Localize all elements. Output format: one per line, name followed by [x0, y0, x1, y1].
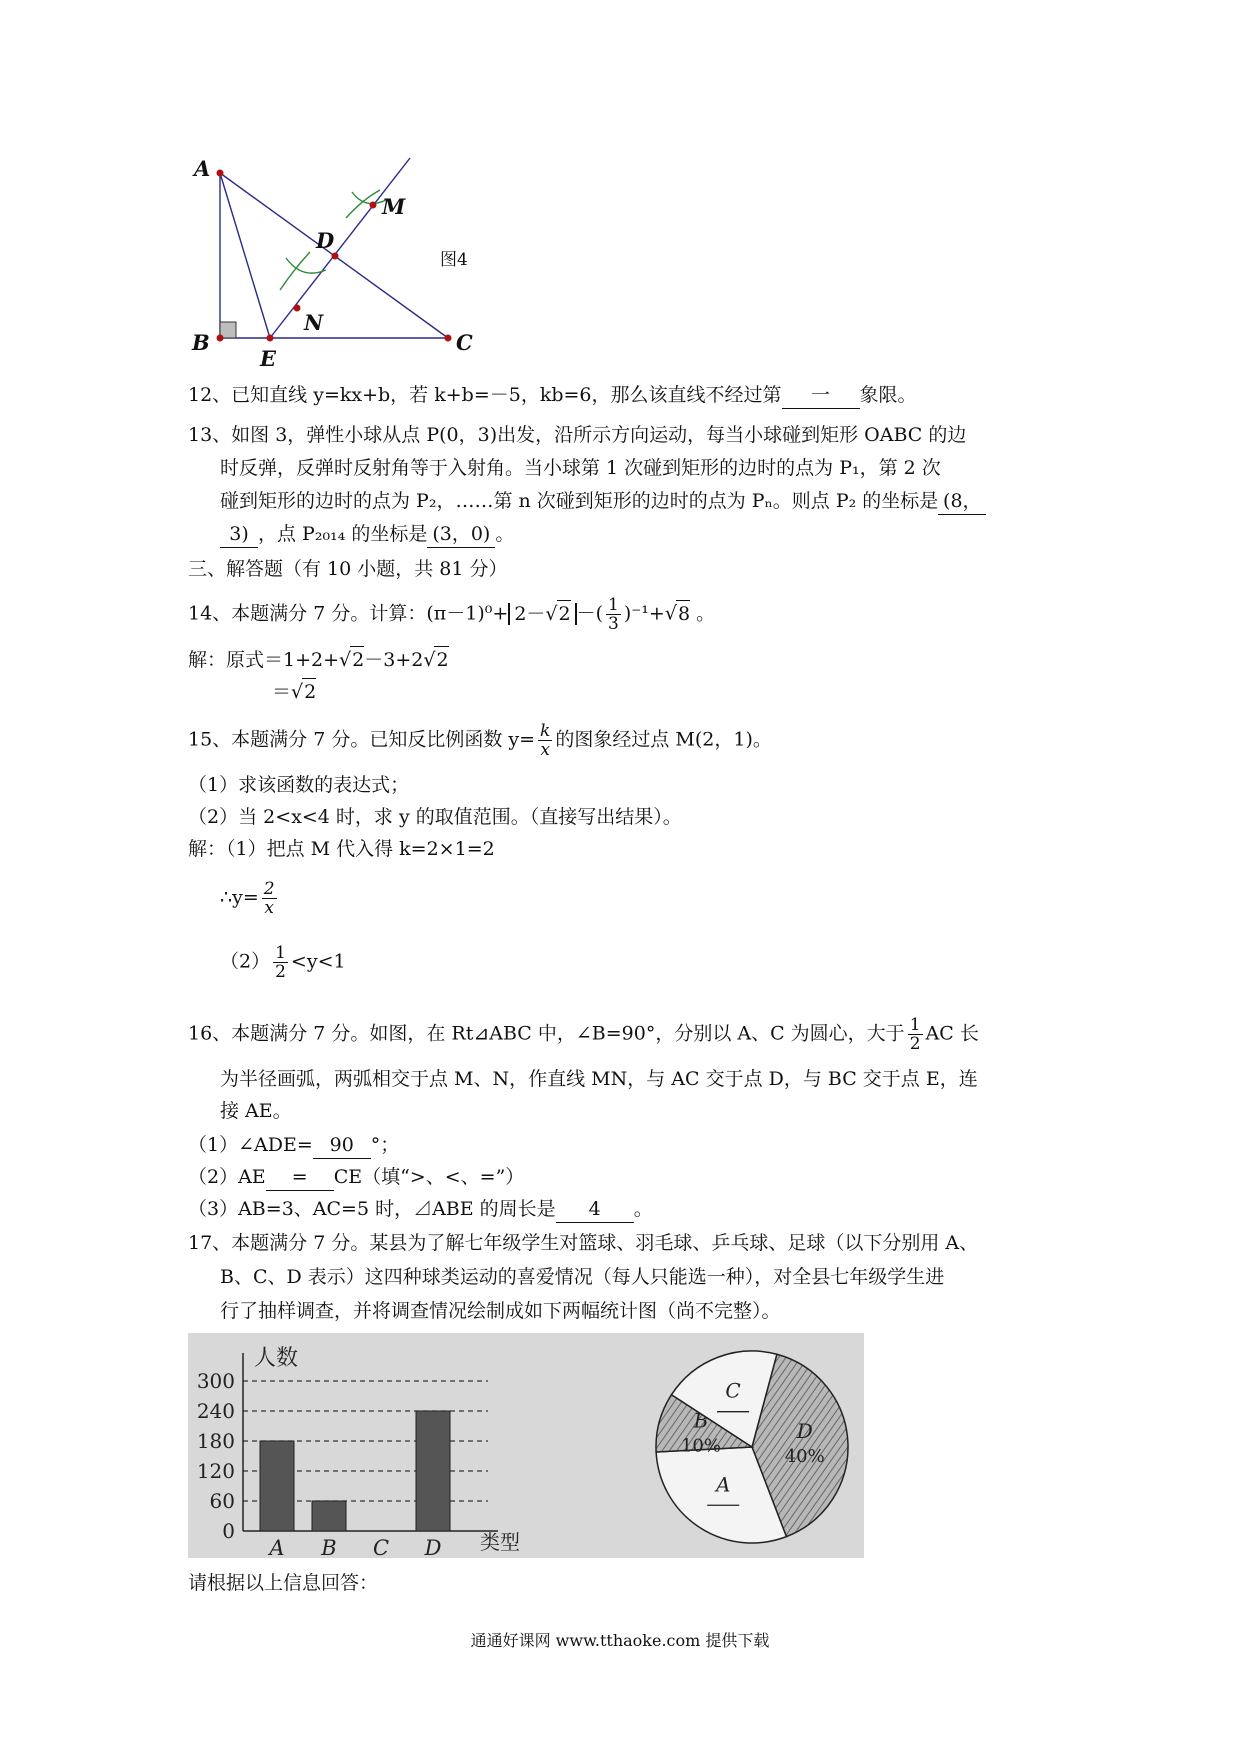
- q14-sol1-sqrt2: 2: [434, 646, 448, 673]
- bar-y-axis-label: 人数: [254, 1346, 299, 1371]
- q13-answer1a: (8，: [938, 488, 986, 515]
- pie-chart: [640, 1335, 864, 1555]
- q16-part3: [188, 1196, 653, 1223]
- q15-frac-num: k: [540, 721, 551, 741]
- q13-line4-tail: 。: [495, 523, 515, 545]
- pie-label-b: B: [693, 1408, 709, 1433]
- label-d: D: [316, 228, 335, 253]
- q13-answer2: (3，0): [427, 521, 495, 548]
- q16-p1-answer: 90: [313, 1132, 371, 1159]
- label-b: B: [192, 330, 210, 355]
- q15-text-a: 15、本题满分 7 分。已知反比例函数 y=: [188, 728, 536, 751]
- bar-chart: [188, 1333, 528, 1558]
- q13-line2: 时反弹，反弹时反射角等于入射角。当小球第 1 次碰到矩形的边时的点为 P₁，第 2 次: [220, 457, 941, 479]
- q16-fraction: [908, 1016, 923, 1053]
- q15-part2: （2）当 2<x<4 时，求 y 的取值范围。（直接写出结果）。: [188, 806, 682, 828]
- figure-caption: 图4: [440, 250, 468, 270]
- segment-ae: [220, 173, 270, 338]
- q16-line3: 接 AE。: [220, 1100, 292, 1122]
- label-a: A: [194, 156, 211, 181]
- q12-text: 12、已知直线 y=kx+b，若 k+b=－5，kb=6，那么该直线不经过第: [188, 384, 782, 406]
- q15-frac-den: x: [540, 740, 550, 760]
- q15-sol2-den: x: [264, 898, 274, 918]
- q14-sol1-sqrt: 2: [350, 646, 364, 673]
- q13-line1: 13、如图 3，弹性小球从点 P(0，3)出发，沿所示方向运动，每当小球碰到矩形 OABC 的边: [188, 424, 967, 446]
- q17-line1: 17、本题满分 7 分。某县为了解七年级学生对篮球、羽毛球、乒乓球、足球（以下分别用 A、: [188, 1232, 979, 1254]
- q15-part1: （1）求该函数的表达式；: [188, 774, 410, 796]
- q15-solution-3: [220, 944, 346, 981]
- q14-sol1-c: －3+2: [364, 649, 424, 671]
- q16-p2-answer: =: [266, 1164, 334, 1191]
- q12-answer: 一: [782, 382, 860, 409]
- q13-line3: [220, 488, 986, 515]
- q15-sol2-fraction: [262, 880, 277, 917]
- q14-solution-2: ＝√2: [272, 678, 316, 705]
- q14-sol2-sqrt: 2: [302, 678, 316, 705]
- q14-sol2-a: ＝: [272, 681, 292, 703]
- pie-label-a: A: [716, 1472, 731, 1497]
- label-n: N: [304, 310, 324, 335]
- arc-n-1: [280, 252, 310, 290]
- y-tick-label: 300: [196, 1369, 235, 1393]
- label-c: C: [456, 330, 473, 355]
- q16-p1-b: °；: [370, 1134, 400, 1156]
- pie-pct-b: 10%: [680, 1435, 722, 1457]
- q17-closing: 请根据以上信息回答：: [188, 1572, 379, 1594]
- q15-sol2-a: ∴y=: [220, 886, 259, 909]
- q14-expr-e: )⁻¹+: [623, 602, 665, 625]
- q16-line2: 为半径画弧，两弧相交于点 M、N，作直线 MN，与 AC 交于点 D，与 BC 交于点 E，连: [220, 1068, 978, 1090]
- q14-expr-b: 2－: [514, 602, 546, 625]
- section-3-heading: 三、解答题（有 10 小题，共 81 分）: [188, 558, 508, 580]
- arc-n-2: [286, 258, 326, 273]
- q14-expr-a: (π－1)⁰+: [426, 602, 509, 625]
- q14-frac-num: 1: [608, 595, 619, 615]
- x-tick-label: D: [424, 1536, 442, 1558]
- q13-line4-mid: ，点 P₂₀₁₄ 的坐标是: [258, 523, 428, 545]
- q16-p1-a: （1）∠ADE=: [188, 1134, 313, 1156]
- q15-sol3-den: 2: [275, 962, 286, 982]
- bar-x-axis-label: 类型: [480, 1530, 520, 1554]
- y-tick-label: 120: [196, 1459, 235, 1483]
- q14-expr-d: －(: [576, 602, 604, 625]
- q12-tail: 象限。: [859, 384, 917, 406]
- q15-sol3-num: 1: [275, 943, 286, 963]
- bar-a: [260, 1441, 294, 1531]
- q13-line4: [220, 521, 514, 548]
- q14-fraction: [606, 596, 621, 633]
- y-tick-label: 0: [222, 1519, 235, 1543]
- pie-label-d: D: [796, 1419, 813, 1444]
- pie-label-c: C: [725, 1378, 741, 1403]
- q14-text: 14、本题满分 7 分。计算：: [188, 602, 427, 625]
- point-n: [294, 305, 301, 312]
- q17-line3: 行了抽样调查，并将调查情况绘制成如下两幅统计图（尚不完整）。: [220, 1300, 781, 1322]
- question-12: [188, 382, 917, 409]
- q15-sol3-b: <y<1: [290, 950, 346, 973]
- q16-frac-num: 1: [909, 1015, 921, 1035]
- q16-frac-den: 2: [909, 1034, 921, 1054]
- q17-line2: B、C、D 表示）这四种球类运动的喜爱情况（每人只能选一种），对全县七年级学生进: [220, 1266, 945, 1288]
- pie-pct-d: 40%: [784, 1446, 825, 1468]
- q14-expr-g: 。: [696, 602, 716, 625]
- point-c: [445, 335, 452, 342]
- bar-d: [416, 1411, 450, 1531]
- q15-text-b: 的图象经过点 M(2，1)。: [555, 728, 772, 751]
- point-b: [217, 335, 224, 342]
- question-16: [188, 1016, 979, 1053]
- line-mn: [270, 158, 410, 338]
- x-tick-label: A: [269, 1536, 285, 1558]
- q14-sol1-a: 解：原式＝1+2+: [188, 649, 340, 671]
- q13-line3-text: 碰到矩形的边时的点为 P₂，……第 n 次碰到矩形的边时的点为 Pₙ。则点 P₂ 的坐标是: [220, 490, 939, 512]
- q16-p3-b: 。: [633, 1198, 653, 1220]
- q16-part1: [188, 1132, 399, 1159]
- q15-solution-1: 解：（1）把点 M 代入得 k=2×1=2: [188, 838, 495, 860]
- question-15: [188, 722, 772, 759]
- q15-sol2-num: 2: [263, 879, 275, 899]
- q16-p2-a: （2）AE: [188, 1166, 266, 1188]
- q16-p3-a: （3）AB=3、AC=5 时，⊿ABE 的周长是: [188, 1198, 556, 1220]
- x-tick-label: B: [321, 1536, 337, 1558]
- bar-b: [312, 1501, 346, 1531]
- q14-sqrt-8: 8: [676, 600, 690, 627]
- page-footer: 通通好课网 www.tthaoke.com 提供下载: [470, 1631, 770, 1650]
- q14-solution-1: 解：原式＝1+2+√2－3+2√2: [188, 646, 449, 673]
- q15-sol3-fraction: [273, 944, 288, 981]
- q15-fraction: [538, 722, 552, 759]
- q16-p3-answer: 4: [556, 1196, 634, 1223]
- label-e: E: [260, 346, 277, 371]
- point-d: [332, 253, 339, 260]
- q16-line1-a: 16、本题满分 7 分。如图，在 Rt⊿ABC 中，∠B=90°，分别以 A、C 为圆心，大于: [188, 1022, 905, 1045]
- y-tick-label: 180: [196, 1429, 235, 1453]
- point-a: [217, 170, 224, 177]
- q14-sqrt-2: 2: [557, 600, 571, 627]
- y-tick-label: 240: [196, 1399, 235, 1423]
- q16-part2: [188, 1164, 524, 1191]
- point-e: [267, 335, 274, 342]
- q15-solution-2: [220, 880, 280, 917]
- point-m: [370, 202, 377, 209]
- q16-line1-b: AC 长: [925, 1022, 979, 1045]
- q14-frac-den: 3: [608, 614, 619, 634]
- question-14: 14、本题满分 7 分。计算：(π－1)⁰+ 2－√2 －( $\frac{1}{3}$ )⁻¹+√8 。: [188, 595, 716, 634]
- q14-abs-value: 2－√2: [508, 603, 576, 625]
- y-tick-label: 60: [209, 1489, 235, 1513]
- figure-4: [180, 140, 480, 380]
- q16-p2-b: CE（填“>、<、=”）: [333, 1166, 525, 1188]
- q15-sol3-a: （2）: [220, 950, 271, 973]
- label-m: M: [382, 194, 406, 219]
- x-tick-label: C: [372, 1536, 390, 1558]
- q13-answer1b: 3): [220, 521, 258, 548]
